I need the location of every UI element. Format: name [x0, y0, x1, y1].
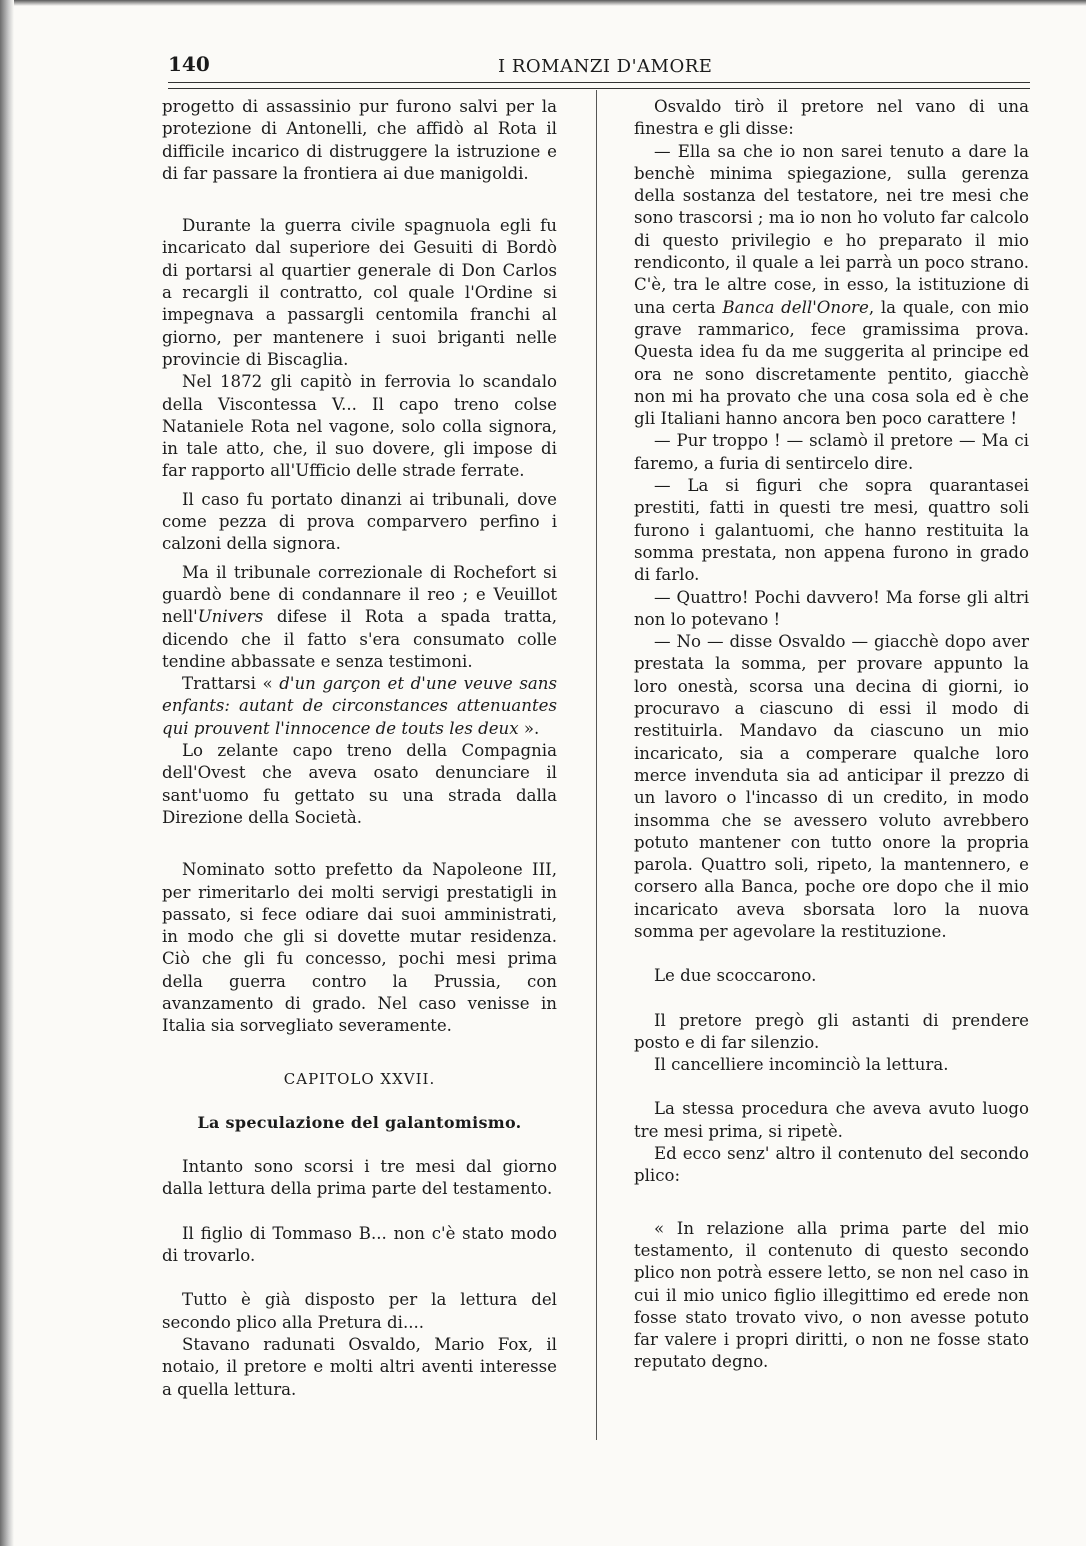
paragraph: — Pur troppo ! — sclamò il pretore — Ma ci faremo, a furia di sentircelo dire. [634, 431, 1029, 473]
paragraph: Le due scoccarono. [654, 966, 817, 986]
page-number: 140 [168, 52, 210, 76]
text-run: Trattarsi « [182, 674, 280, 694]
header-rule [168, 82, 1030, 89]
italic-title: Univers [197, 607, 264, 627]
paragraph: « In relazione alla prima parte del mio testamento, il contenuto di questo secondo plico non potrà essere letto, se non nel caso in cui il mio unico figlio illegittimo ed erede non fosse stato trovato vivo, o non avesse potuto far valere i propri diritti, o non ne fosse stato reputato degno. [634, 1218, 1029, 1372]
left-column [162, 96, 557, 1401]
chapter-number: CAPITOLO XXVII. [283, 1069, 436, 1088]
scan-binding-edge [0, 0, 14, 1546]
italic-quote: d'un garçon et d'une veuve sans enfants: autant de circonstances attenuantes qui prouvent l'innocence de touts les deux [162, 674, 557, 738]
text-run: difese il Rota a spada tratta, dicendo che il fatto s'era consumato colle tendine abbassate e senza testimoni. [162, 607, 557, 671]
paragraph: Il cancelliere incominciò la lettura. [654, 1055, 949, 1075]
text-run: — Ella sa che io non sarei tenuto a dare la benchè minima spiegazione, sulla gerenza della sostanza del testatore, nei tre mesi che sono trascorsi ; ma io non ho voluto far calcolo di questo privilegio e ho preparato il mio rendiconto, il quale a lei parrà un poco strano. C'è, tra le altre cose, in esso, la istituzione di una certa [634, 141, 1029, 317]
chapter-title: La speculazione del galantomismo. [197, 1112, 522, 1132]
italic-name: Banca dell'Onore [722, 297, 869, 317]
paragraph [634, 141, 1029, 431]
paragraph: — No — disse Osvaldo — giacchè dopo aver prestata la somma, per provare appunto la loro onestà, scorsa una decina di giorni, io procuravo a ciascuno di essi il modo di restituirla. Mandavo da ciascuno un mio incaricato, sia a comperare qualche loro merce invenduta sia ad anticipar il prezzo di un lavoro o l'incasso di un credito, in modo insomma che se avessero voluto avrebbero potuto mantener con tutto onore la propria parola. Quattro soli, ripeto, la mantennero, e corsero alla Banca, poche ore dopo che il mio incaricato aveva sborsata loro la nuova somma per agevolare la restituzione. [634, 632, 1029, 941]
scan-top-edge [0, 0, 1086, 6]
paragraph: Il pretore pregò gli astanti di prendere posto e di far silenzio. [634, 1010, 1029, 1052]
paragraph: Tutto è già disposto per la lettura del secondo plico alla Pretura di.... [162, 1290, 557, 1332]
paragraph: progetto di assassinio pur furono salvi per la protezione di Antonelli, che affidò al Rota il difficile incarico di distruggere la istruzione e di far passare la frontiera ai due manigoldi. [162, 97, 557, 183]
paragraph: Osvaldo tirò il pretore nel vano di una finestra e gli disse: [634, 97, 1029, 139]
right-column [634, 96, 1029, 1374]
paragraph: Il figlio di Tommaso B... non c'è stato modo di trovarlo. [162, 1223, 557, 1266]
paragraph [162, 673, 557, 740]
text-run: Ma il tribunale correzionale di Rochefort si guardò bene di condannare il reo ; e Veuillot nell' [162, 562, 557, 627]
paragraph: Stavano radunati Osvaldo, Mario Fox, il notaio, il pretore e molti altri aventi interesse a quella lettura. [162, 1334, 557, 1399]
column-divider [596, 90, 597, 1440]
paragraph: La stessa procedura che aveva avuto luogo tre mesi prima, si ripetè. [634, 1099, 1029, 1141]
paragraph: Ed ecco senz' altro il contenuto del secondo plico: [634, 1144, 1029, 1186]
paragraph: — Quattro! Pochi davvero! Ma forse gli altri non lo potevano ! [634, 587, 1029, 629]
paragraph: Lo zelante capo treno della Compagnia dell'Ovest che aveva osato denunciare il sant'uomo fu gettato su una strada dalla Direzione della Società. [162, 741, 557, 827]
paragraph: Nominato sotto prefetto da Napoleone III, per rimeritarlo dei molti servigi prestatigli in passato, si fece odiare dai suoi amministrati, in modo che gli si dovette mutar residenza. Ciò che gli fu concesso, pochi mesi prima della guerra contro la Prussia, con avanzamento di grado. Nel caso venisse in Italia sia sorvegliato severamente. [162, 860, 557, 1036]
paragraph: Durante la guerra civile spagnuola egli fu incaricato dal superiore dei Gesuiti di Bordò di portarsi al quartier generale di Don Carlos a recargli il contratto, col quale l'Ordine si impegnava a passargli centomila franchi al giorno, per mantenere i suoi briganti nelle provincie di Biscaglia. [162, 216, 557, 369]
paragraph: Nel 1872 gli capitò in ferrovia lo scandalo della Viscontessa V... Il capo treno colse Nataniele Rota nel vagone, solo colla signora, in tale atto, che, il suo dovere, gli impose di far rapporto all'Ufficio delle strade ferrate. [162, 372, 557, 481]
paragraph: — La si figuri che sopra quarantasei prestiti, fatti in questi tre mesi, quattro soli furono i galantuomi, che hanno restituita la somma prestata, non appena furono in grado di farlo. [634, 476, 1029, 585]
text-run: ». [518, 718, 540, 738]
paragraph: Il caso fu portato dinanzi ai tribunali, dove come pezza di prova comparvero perfino i calzoni della signora. [162, 489, 557, 554]
running-head: I ROMANZI D'AMORE [498, 56, 713, 77]
page-header [168, 52, 1030, 82]
paragraph [162, 562, 557, 673]
paragraph: Intanto sono scorsi i tre mesi dal giorno dalla lettura della prima parte del testamento. [162, 1157, 557, 1199]
text-run: , la quale, con mio grave rammarico, fece gramissima prova. Questa idea fu da me suggerita al principe ed ora ne sono discretamente pentito, giacchè non mi ha provato che una cosa sola ed è che gli Italiani hanno ancora ben poco carattere ! [634, 297, 1029, 429]
